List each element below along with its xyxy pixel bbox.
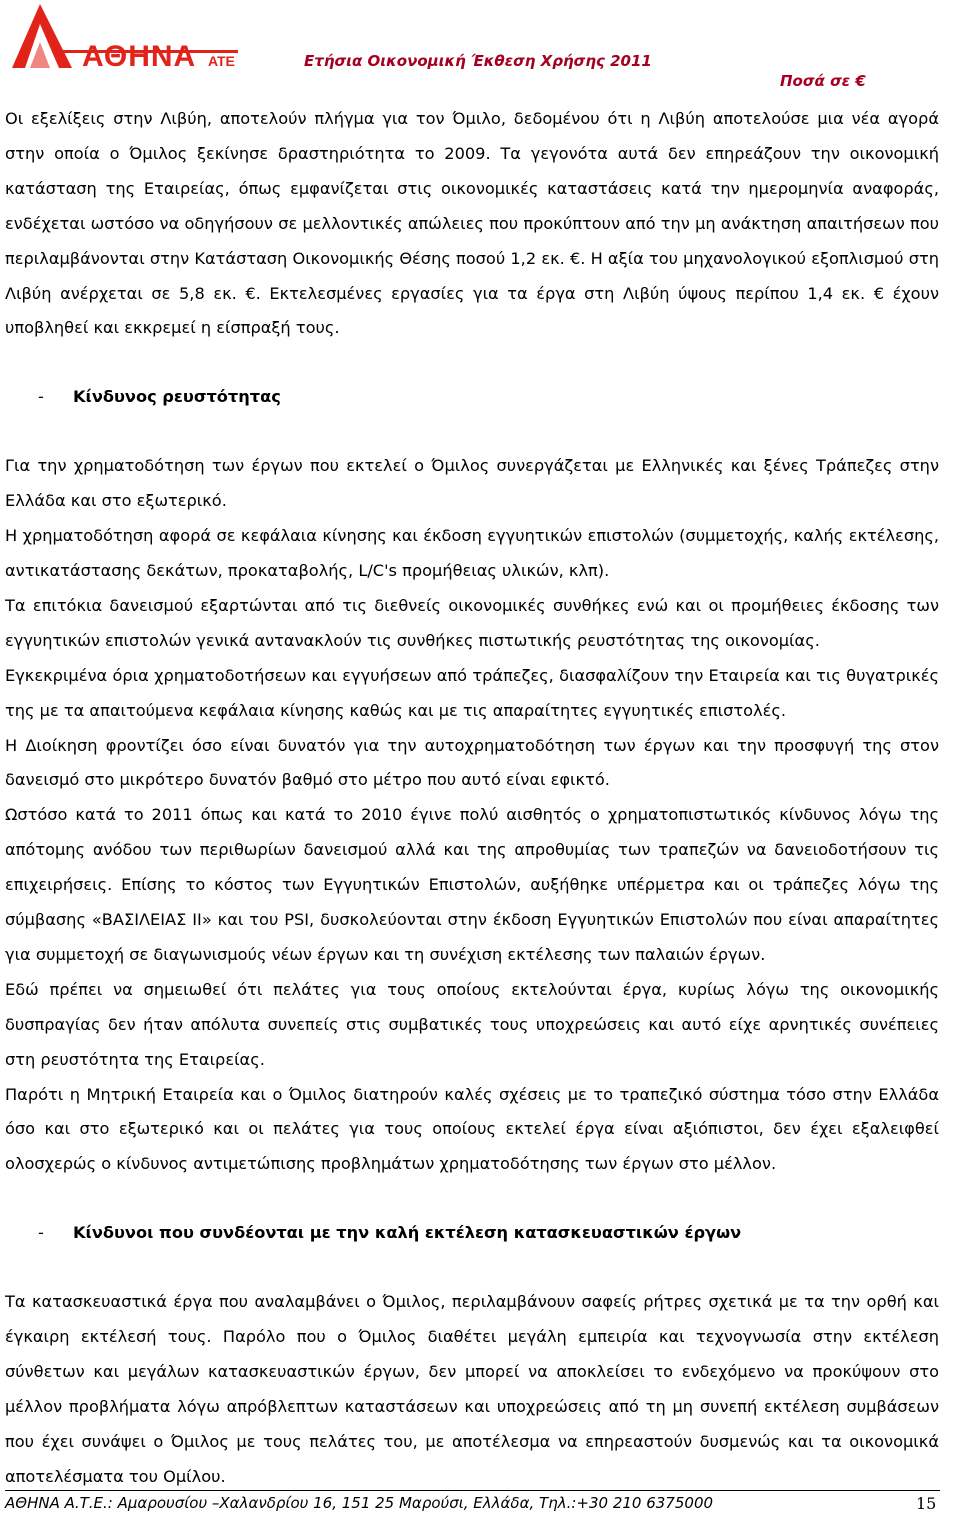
heading-bullet: - xyxy=(38,1223,44,1243)
heading-bullet: - xyxy=(38,387,44,407)
paragraph-credit-limits: Εγκεκριμένα όρια χρηματοδοτήσεων και εγγυήσεων από τράπεζες, διασφαλίζουν την Εταιρεία και τις θυγατρικές της με τα απαιτούμενα κεφάλαια κίνησης καθώς και με τις απαραίτητες εγγυητικές επιστολές. xyxy=(5,665,939,720)
paragraph-interest-rates: Τα επιτόκια δανεισμού εξαρτώνται από τις διεθνείς οικονομικές συνθήκες ενώ και οι προμήθειες έκδοσης των εγγυητικών επιστολών γενικά αντανακλούν τις συνθήκες πιστωτικής ρευστότητας της οικονομίας. xyxy=(5,595,939,650)
logo-mark-icon xyxy=(12,2,242,74)
heading-text: Κίνδυνος ρευστότητας xyxy=(73,387,281,407)
document-body xyxy=(5,102,939,1495)
paragraph-libya: Οι εξελίξεις στην Λιβύη, αποτελούν πλήγμα για τον Όμιλο, δεδομένου ότι η Λιβύη αποτελούσε μια νέα αγορά στην οποία ο Όμιλος ξεκίνησε δραστηριότητα το 2009. Τα γεγονότα αυτά δεν επηρεάζουν την οικονομική κατάσταση της Εταιρείας, όπως εμφανίζεται στις οικονομικές καταστάσεις κατά την ημερομηνία αναφοράς, ενδέχεται ωστόσο να οδηγήσουν σε μελλοντικές απώλειες που προκύπτουν από την μη ανάκτηση απαιτήσεων που περιλαμβάνονται στην Κατάσταση Οικονομικής Θέσης ποσού 1,2 εκ. €. Η αξία του μηχανολογικού εξοπλισμού στη Λιβύη ανέρχεται σε 5,8 εκ. €. Εκτελεσμένες εργασίες για τα έργα στη Λιβύη ύψους περίπου 1,4 εκ. € έχουν υποβληθεί και εκκρεμεί η είσπραξή τους. xyxy=(5,109,939,338)
paragraph-credit-risk-2011: Ωστόσο κατά το 2011 όπως και κατά το 2010 έγινε πολύ αισθητός ο χρηματοπιστωτικός κίνδυνος λόγω της απότομης ανόδου των περιθωρίων δανεισμού αλλά και της απροθυμίας των τραπεζών να δανειοδοτήσουν τις επιχειρήσεις. Επίσης το κόστος των Εγγυητικών Επιστολών, αυξήθηκε υπέρμετρα και οι τράπεζες λόγω της σύμβασης «ΒΑΣΙΛΕΙΑΣ ΙΙ» και του PSI, δυσκολεύονται στην έκδοση Εγγυητικών Επιστολών που είναι απαραίτητες για συμμετοχή σε διαγωνισμούς νέων έργων και τη συνέχιση εκτέλεσης των παλαιών έργων. xyxy=(5,805,939,964)
heading-text: Κίνδυνοι που συνδέονται με την καλή εκτέλεση κατασκευαστικών έργων xyxy=(73,1223,742,1243)
section-heading-construction-risk xyxy=(5,1216,939,1251)
footer-divider xyxy=(5,1490,940,1491)
paragraph-banking-relations: Παρότι η Μητρική Εταιρεία και ο Όμιλος διατηρούν καλές σχέσεις με το τραπεζικό σύστημα τόσο στην Ελλάδα όσο και στο εξωτερικό και οι πελάτες για τους οποίους εκτελεί έργα είναι αξιόπιστοι, δεν έχει εξαλειφθεί ολοσχερώς ο κίνδυνος αντιμετώπισης προβλημάτων χρηματοδότησης των έργων στο μέλλον. xyxy=(5,1084,939,1174)
footer-address: ΑΘΗΝΑ Α.Τ.Ε.: Αμαρουσίου –Χαλανδρίου 16, 151 25 Μαρούσι, Ελλάδα, Τηλ.:+30 210 6375000 xyxy=(5,1494,714,1512)
paragraph-self-financing: Η Διοίκηση φροντίζει όσο είναι δυνατόν για την αυτοχρηματοδότηση των έργων και την προσφυγή της στον δανεισμό στο μικρότερο δυνατόν βαθμό στο μέτρο που αυτό είναι εφικτό. xyxy=(5,735,939,790)
paragraph-construction: Τα κατασκευαστικά έργα που αναλαμβάνει ο Όμιλος, περιλαμβάνουν σαφείς ρήτρες σχετικά με τα την ορθή και έγκαιρη εκτέλεσή τους. Παρόλο που ο Όμιλος διαθέτει μεγάλη εμπειρία και τεχνογνωσία στην εκτέλεση σύνθετων και μεγάλων κατασκευαστικών έργων, δεν μπορεί να αποκλείσει το ενδεχόμενο να προκύψουν στο μέλλον προβλήματα λόγω απρόβλεπτων καταστάσεων και υποχρεώσεις από τη μη συνεπή εκτέλεση συμβάσεων που έχει συνάψει ο Όμιλος με τους πελάτες του, με αποτέλεσμα να επηρεαστούν δυσμενώς και τα οικονομικά αποτελέσματα του Ομίλου. xyxy=(5,1292,939,1486)
amounts-label: Ποσά σε € xyxy=(780,72,866,90)
logo-text: ΑΘΗΝΑ xyxy=(82,40,197,73)
report-title: Ετήσια Οικονομική Έκθεση Χρήσης 2011 xyxy=(304,52,652,70)
company-logo xyxy=(12,2,242,74)
paragraph-clients: Εδώ πρέπει να σημειωθεί ότι πελάτες για τους οποίους εκτελούνται έργα, κυρίως λόγω της οικονομικής δυσπραγίας δεν ήταν απόλυτα συνεπείς στις συμβατικές τους υποχρεώσεις και αυτό είχε αρνητικές συνέπειες στη ρευστότητα της Εταιρείας. xyxy=(5,979,939,1069)
logo-suffix: ΑΤΕ xyxy=(208,53,235,69)
paragraph-financing: Για την χρηματοδότηση των έργων που εκτελεί ο Όμιλος συνεργάζεται με Ελληνικές και ξένες Τράπεζες στην Ελλάδα και στο εξωτερικό. xyxy=(5,456,939,511)
page-number: 15 xyxy=(916,1494,937,1513)
paragraph-working-capital: Η χρηματοδότηση αφορά σε κεφάλαια κίνησης και έκδοση εγγυητικών επιστολών (συμμετοχής, καλής εκτέλεσης, αντικατάστασης δεκάτων, προκαταβολής, L/C's προμήθειας υλικών, κλπ). xyxy=(5,526,939,580)
section-heading-liquidity-risk xyxy=(5,380,939,415)
